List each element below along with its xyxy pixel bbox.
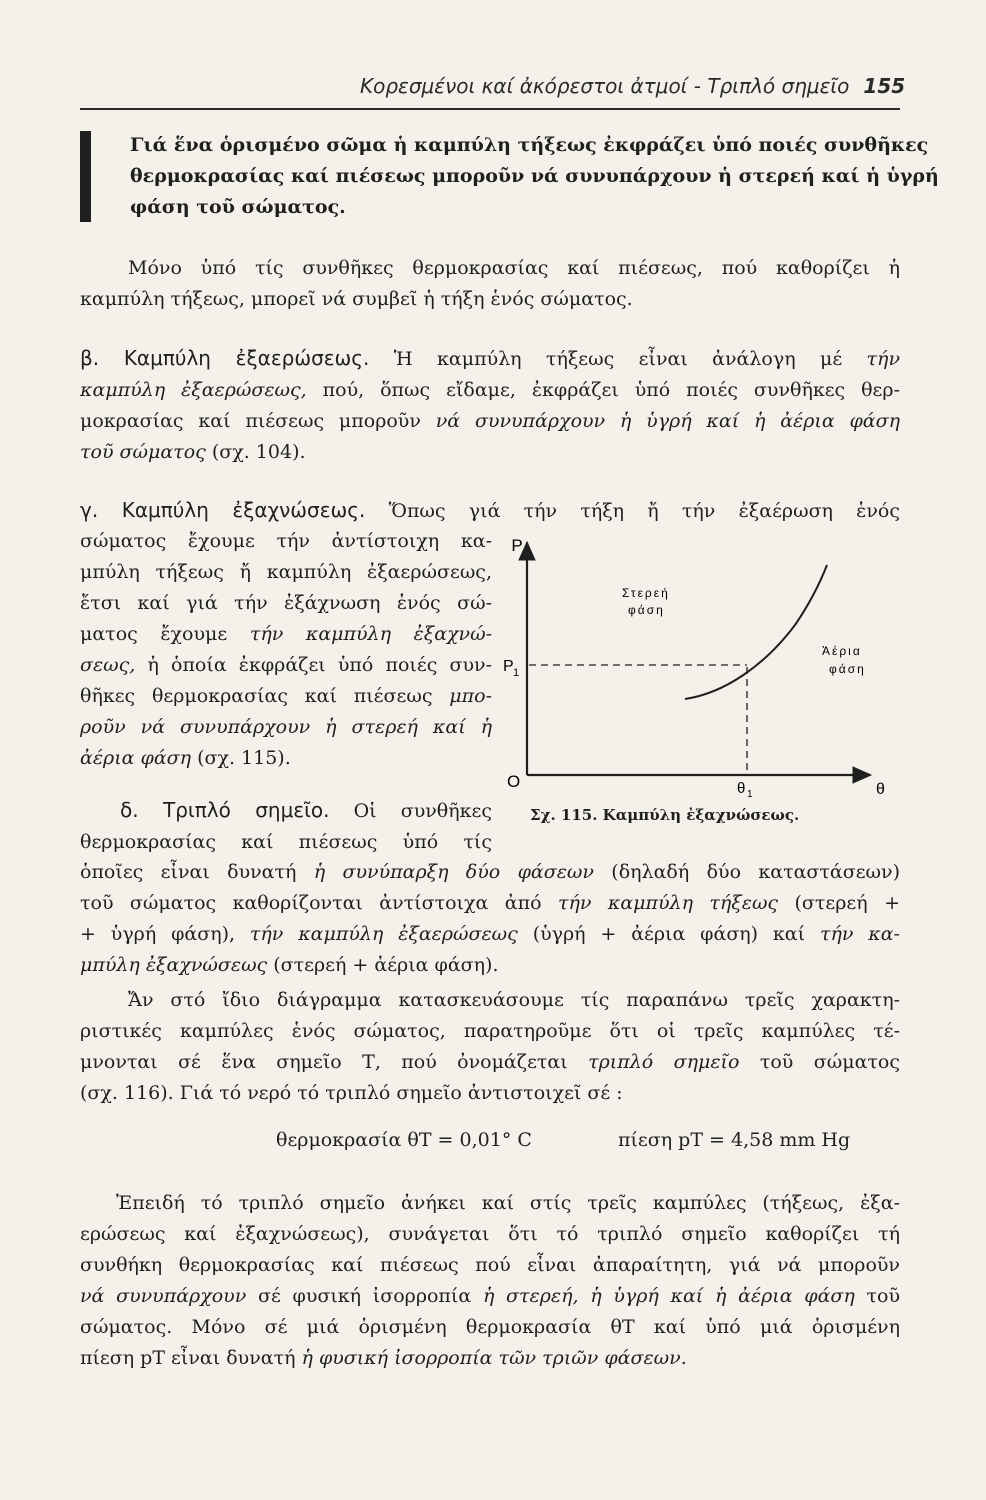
header-rule [80, 108, 900, 110]
text-line: ριστικές καμπύλες ἑνός σώματος, παρατηροῦμε ὅτι οἱ τρεῖς καμπύλες τέ- [80, 1020, 900, 1042]
text-span: σέ φυσική ἰσορροπία [258, 1285, 472, 1307]
italic-span: τήν κα- [819, 923, 900, 945]
italic-span: μπύλη ἐξαχνώσεως [80, 954, 268, 976]
text-span: ἡ ὁποία ἐκφράζει ὑπό ποιές συν- [147, 654, 492, 676]
text-line [80, 1281, 900, 1312]
section-heading-sublimation: γ. Καμπύλη ἐξαχνώσεως. [80, 498, 366, 522]
section-triple-point-column [80, 795, 492, 858]
italic-span: τριπλό σημεῖο [588, 1051, 740, 1073]
italic-span: ἡ φυσική ἰσορροπία τῶν τριῶν φάσεων. [301, 1347, 687, 1369]
text-line [80, 343, 900, 375]
text-span: (στερεή + [794, 892, 900, 914]
italic-span: νά συνυπάρχουν ἡ ὑγρή καί ἡ ἀέρια φάση [435, 410, 900, 432]
text-span: Ἡ καμπύλη τήξεως εἶναι ἀνάλογη μέ [393, 348, 843, 370]
text-line [80, 712, 492, 743]
paragraph-equilibrium [80, 1188, 900, 1374]
p1-label: P [503, 658, 514, 675]
text-line: σώματος ἔχουμε τήν ἀντίστοιχη κα- [80, 530, 492, 552]
text-line: σώματος. Μόνο σέ μιά ὁρισμένη θερμοκρασία θT καί ὑπό μιά ὁρισμένη [80, 1316, 900, 1338]
italic-span: τήν καμπύλη ἐξαερώσεως [249, 923, 518, 945]
italic-span: ἀέρια φάση [80, 747, 192, 769]
figure-sublimation-curve [495, 525, 895, 835]
text-span: μοκρασίας καί πιέσεως μποροῦν [80, 410, 421, 432]
x-axis-label: θ [876, 781, 885, 798]
text-line [80, 437, 900, 468]
section-sublimation-heading-line [80, 495, 900, 527]
sublimation-curve [685, 565, 827, 699]
water-triple-point-values [80, 1125, 900, 1156]
t1-subscript: 1 [747, 789, 753, 800]
text-span: Οἱ συνθῆκες [353, 800, 492, 822]
p1-subscript: 1 [513, 667, 520, 679]
solid-phase-label: φάση [628, 603, 665, 617]
text-line [80, 375, 900, 406]
section-triple-point-body [80, 857, 900, 981]
text-span: ὁποῖες εἶναι δυνατή [80, 861, 297, 883]
pressure-value: πίεση pT = 4,58 mm Hg [618, 1129, 851, 1151]
intro-definition [130, 130, 939, 223]
text-line [80, 795, 492, 827]
text-span: (στερεή + ἀέρια φάση). [273, 954, 499, 976]
text-line [80, 743, 492, 774]
italic-span: ἡ στερεή, ἡ ὑγρή καί ἡ ἀέρια φάση [482, 1285, 855, 1307]
text-line: Ἐπειδή τό τριπλό σημεῖο ἀνήκει καί στίς τρεῖς καμπύλες (τήξεως, ἐξα- [116, 1192, 900, 1214]
text-line: ερώσεως καί ἐξαχνώσεως), συνάγεται ὅτι τό τριπλό σημεῖο καθορίζει τή [80, 1223, 900, 1245]
text-span: (σχ. 115). [197, 747, 291, 769]
text-line [80, 857, 900, 888]
italic-span: τήν καμπύλη τήξεως [557, 892, 779, 914]
text-line: ἔτσι καί γιά τήν ἐξάχνωση ἑνός σώ- [80, 592, 492, 614]
text-span: πού, ὅπως εἴδαμε, ἐκφράζει ὑπό ποιές συνθῆκες θερ- [322, 379, 900, 401]
text-line [80, 619, 492, 650]
text-span: μνονται σέ ἕνα σημεῖο Τ, πού ὀνομάζεται [80, 1051, 568, 1073]
text-line [80, 919, 900, 950]
italic-span: τοῦ σώματος [80, 441, 206, 463]
gas-phase-label: φάση [829, 662, 866, 676]
italic-span: τήν καμπύλη ἐξαχνώ- [249, 623, 493, 645]
section-vaporization [80, 343, 900, 468]
text-line: θερμοκρασίας καί πιέσεως ὑπό τίς [80, 831, 492, 853]
text-span: θῆκες θερμοκρασίας καί πιέσεως [80, 685, 433, 707]
running-header [360, 74, 906, 98]
temperature-value: θερμοκρασία θT = 0,01° C [276, 1129, 532, 1151]
text-line [80, 888, 900, 919]
section-heading-vaporization: β. Καμπύλη ἐξαερώσεως. [80, 346, 370, 370]
italic-span: τήν [866, 348, 900, 370]
text-line [80, 650, 492, 681]
page-number: 155 [863, 74, 906, 98]
text-line: μπύλη τήξεως ἤ καμπύλη ἐξαερώσεως, [80, 561, 492, 583]
italic-span: καμπύλη ἐξαερώσεως, [80, 379, 307, 401]
text-span: τοῦ σώματος καθορίζονται ἀντίστοιχα ἀπό [80, 892, 542, 914]
text-span: ματος ἔχουμε [80, 623, 228, 645]
text-line: καμπύλη τήξεως, μπορεῖ νά συμβεῖ ἡ τήξη ἑνός σώματος. [80, 288, 633, 310]
text-line: (σχ. 116). Γιά τό νερό τό τριπλό σημεῖο ἀντιστοιχεῖ σέ : [80, 1082, 623, 1104]
text-span: (σχ. 104). [211, 441, 306, 463]
text-line [80, 495, 900, 527]
paragraph-triple-point [80, 985, 900, 1109]
text-line: συνθήκη θερμοκρασίας καί πιέσεως πού εἶναι ἀπαραίτητη, γιά νά μποροῦν [80, 1254, 900, 1276]
paragraph-melting [80, 253, 900, 315]
italic-span: νά συνυπάρχουν [80, 1285, 247, 1307]
solid-phase-label: Στερεή [622, 586, 670, 600]
intro-line: φάση τοῦ σώματος. [130, 196, 346, 218]
text-span: Ὅπως γιά τήν τήξη ἤ τήν ἐξαέρωση ἑνός [388, 500, 900, 522]
intro-marker-bar [80, 131, 91, 222]
text-line: Μόνο ὑπό τίς συνθῆκες θερμοκρασίας καί πιέσεως, πού καθορίζει ἡ [128, 257, 900, 279]
text-line: Ἄν στό ἴδιο διάγραμμα κατασκευάσουμε τίς παραπάνω τρεῖς χαρακτη- [128, 989, 900, 1011]
y-axis-label: P [511, 536, 523, 555]
italic-span: ροῦν νά συνυπάρχουν ἡ στερεή καί ἡ [80, 716, 492, 738]
text-span: (ὑγρή + ἀέρια φάση) καί [532, 923, 806, 945]
text-span: (δηλαδή δύο καταστάσεων) [611, 861, 900, 883]
figure-caption: Σχ. 115. Καμπύλη ἐξαχνώσεως. [530, 806, 800, 824]
intro-line: θερμοκρασίας καί πιέσεως μποροῦν νά συνυπάρχουν ἡ στερεή καί ἡ ὑγρή [130, 165, 939, 187]
text-line [80, 1047, 900, 1078]
running-title: Κορεσμένοι καί ἀκόρεστοι ἀτμοί - Τριπλό σημεῖο [360, 74, 850, 98]
text-span: τοῦ [866, 1285, 901, 1307]
italic-span: μπο- [449, 685, 492, 707]
italic-span: ἡ συνύπαρξη δύο φάσεων [313, 861, 594, 883]
text-span: + ὑγρή φάση), [80, 923, 236, 945]
text-line [80, 406, 900, 437]
t1-label: θ [737, 780, 746, 797]
text-line [80, 1343, 900, 1374]
text-line [80, 950, 900, 981]
text-line [80, 681, 492, 712]
origin-label: O [507, 772, 521, 791]
text-span: πίεση pT εἶναι δυνατή [80, 1347, 296, 1369]
section-heading-triple-point: δ. Τριπλό σημεῖο. [120, 798, 330, 822]
section-sublimation-column [80, 526, 492, 774]
intro-line: Γιά ἕνα ὁρισμένο σῶμα ἡ καμπύλη τήξεως ἐκφράζει ὑπό ποιές συνθῆκες [130, 134, 929, 156]
italic-span: σεως, [80, 654, 136, 676]
figure-svg [495, 525, 895, 825]
gas-phase-label: Ἀέρια [822, 644, 862, 658]
text-span: τοῦ σώματος [759, 1051, 900, 1073]
